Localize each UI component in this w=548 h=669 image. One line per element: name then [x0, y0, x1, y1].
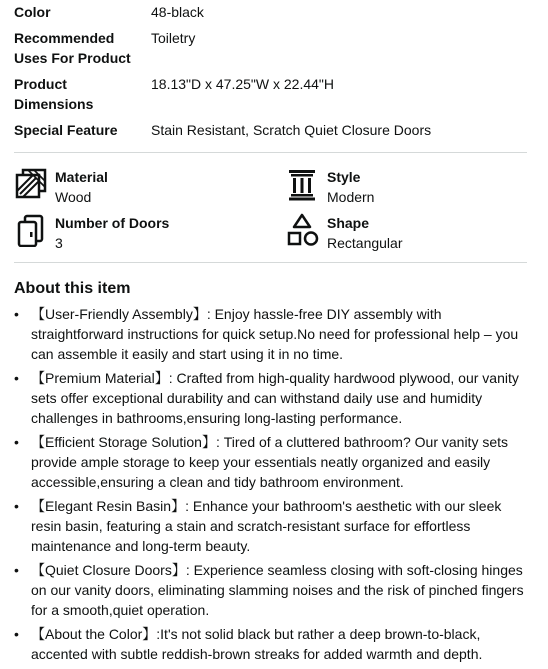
wood-material-icon — [14, 167, 48, 201]
divider — [14, 152, 527, 153]
list-item: • 【Premium Material】: Crafted from high-quality hardwood plywood, our vanity sets offer exceptional durability and can withstand daily use and humidity challenges in bathrooms,ensuring long-lasting performance. — [14, 368, 534, 428]
shapes-icon — [286, 213, 320, 247]
spec-value: 18.13"D x 47.25"W x 22.44"H — [151, 76, 335, 92]
spec-value: Toiletry — [151, 30, 196, 46]
list-item: • 【About the Color】:It's not solid black but rather a deep brown-to-black, accented with subtle reddish-brown streaks for added warmth and depth. — [14, 624, 534, 664]
list-item: • 【Efficient Storage Solution】: Tired of a cluttered bathroom? Our vanity sets provide ample storage to keep your essentials neatly organized and easily accessible,ensuring a clean and tidy bathroom environment. — [14, 432, 534, 492]
spec-label: Special Feature — [14, 122, 118, 138]
feature-value: Modern — [327, 189, 375, 205]
about-bullet-list — [14, 304, 534, 668]
feature-title: Style — [327, 169, 361, 185]
feature-value: 3 — [55, 235, 63, 251]
about-this-item-heading: About this item — [14, 280, 131, 297]
spec-value: 48-black — [151, 4, 204, 20]
list-item: • 【Elegant Resin Basin】: Enhance your bathroom's aesthetic with our sleek resin basin, featuring a stain and scratch-resistant surface for effortless maintenance and long-term beauty. — [14, 496, 534, 556]
feature-value: Wood — [55, 189, 92, 205]
spec-label: Color — [14, 4, 51, 20]
spec-value: Stain Resistant, Scratch Quiet Closure Doors — [151, 122, 432, 138]
list-item: • 【User-Friendly Assembly】: Enjoy hassle-free DIY assembly with straightforward instructions for quick setup.No need for professional help – you can assemble it easily and start using it in no time. — [14, 304, 534, 364]
feature-title: Shape — [327, 215, 370, 231]
feature-title: Number of Doors — [55, 215, 170, 231]
style-column-icon — [286, 167, 320, 201]
feature-value: Rectangular — [327, 235, 403, 251]
feature-title: Material — [55, 169, 108, 185]
list-item: • 【Quiet Closure Doors】: Experience seamless closing with soft-closing hinges on our vanity doors, eliminating slamming noises and the risk of pinched fingers for a smooth,quiet operation. — [14, 560, 534, 620]
spec-label: Recommended Uses For Product — [14, 30, 131, 66]
doors-icon — [14, 213, 48, 247]
divider — [14, 262, 527, 263]
spec-label: Product Dimensions — [14, 76, 94, 112]
